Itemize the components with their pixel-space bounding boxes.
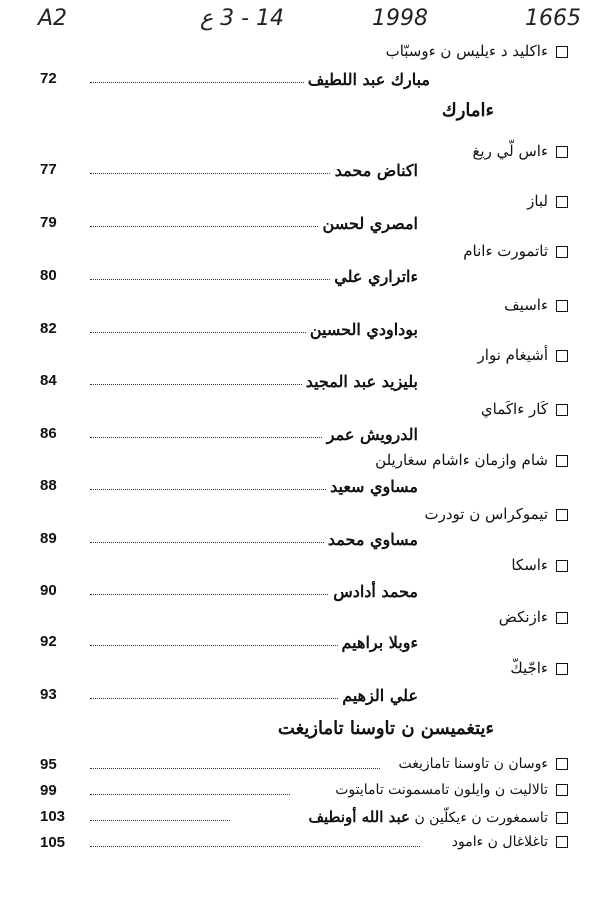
checkbox-icon: [556, 784, 568, 796]
checkbox-icon: [556, 836, 568, 848]
author-name: مبارك عبد اللطيف: [304, 70, 430, 89]
checkbox-icon: [556, 246, 568, 258]
toc-entry: [40, 530, 568, 554]
toc-entry: [40, 267, 568, 291]
dot-leader: [90, 226, 350, 227]
toc-entry: [40, 582, 568, 606]
toc-title: ءاسكا: [511, 556, 568, 574]
handwritten-date: 14 - 3 ع: [200, 6, 285, 31]
handwritten-ref-left: A2: [38, 6, 68, 31]
handwritten-year: 1998: [372, 6, 428, 31]
toc-entry: [40, 477, 568, 501]
page-number: 86: [40, 425, 57, 442]
author-name: بليزيد عبد المجيد: [302, 372, 418, 391]
page-number: 95: [40, 756, 57, 773]
page-number: 105: [40, 834, 66, 851]
checkbox-icon: [556, 455, 568, 467]
checkbox-icon: [556, 560, 568, 572]
toc-entry: [40, 425, 568, 449]
toc-entry: [40, 372, 568, 396]
checkbox-icon: [556, 146, 568, 158]
dot-leader: [90, 645, 360, 646]
author-name: مساوي سعيد: [326, 477, 418, 496]
toc-title: ءاكليد د ءيليس ن ءوسبّاب: [386, 42, 568, 60]
dot-leader: [90, 437, 340, 438]
author-name: عبد الله أونطيف: [308, 808, 410, 826]
dot-leader: [90, 820, 230, 821]
toc-title: تيموكراس ن تودرت: [424, 505, 568, 523]
dot-leader: [90, 542, 340, 543]
checkbox-icon: [556, 758, 568, 770]
checkbox-icon: [556, 404, 568, 416]
checkbox-icon: [556, 350, 568, 362]
toc-entry: [40, 782, 568, 806]
section-heading: ءامارك: [441, 100, 494, 121]
toc-entry: [40, 161, 568, 185]
toc-entry: [40, 834, 568, 858]
dot-leader: [90, 594, 350, 595]
dot-leader: [90, 332, 330, 333]
toc-title: شام وازمان ءاشام سغاريلن: [375, 451, 568, 469]
page-number: 90: [40, 582, 57, 599]
toc-title: ءازنكض: [499, 608, 568, 626]
dot-leader: [90, 768, 380, 769]
toc-title: ءاجّيكّ: [510, 659, 568, 677]
author-name: بوداودي الحسين: [306, 320, 418, 339]
page-number: 92: [40, 633, 57, 650]
author-name: الدرويش عمر: [323, 425, 418, 444]
checkbox-icon: [556, 46, 568, 58]
dot-leader: [90, 279, 350, 280]
toc-title: تاغلاغال ن ءامود: [452, 834, 568, 850]
checkbox-icon: [556, 300, 568, 312]
toc-entry: [40, 686, 568, 710]
author-name: ءوبلا براهيم: [338, 633, 418, 652]
toc-entry: [40, 320, 568, 344]
dot-leader: [90, 794, 290, 795]
toc-title: لباز: [527, 192, 568, 210]
dot-leader: [90, 846, 420, 847]
toc-title: أشيغام نوار: [478, 346, 568, 364]
toc-title: كَار ءاكَماي: [481, 400, 568, 418]
page-number: 80: [40, 267, 57, 284]
toc-title-row: [40, 42, 568, 66]
dot-leader: [90, 384, 330, 385]
toc-title: ءاس لّي ريغ: [472, 142, 568, 160]
page-number: 93: [40, 686, 57, 703]
author-name: مساوي محمد: [324, 530, 418, 549]
author-name: محمد أدادس: [329, 582, 418, 601]
toc-entry: [40, 70, 568, 94]
dot-leader: [90, 489, 340, 490]
toc-title: ثاتمورت ءانام: [463, 242, 568, 260]
page-number: 103: [40, 808, 66, 825]
checkbox-icon: [556, 812, 568, 824]
toc-title-row: [40, 346, 568, 370]
toc-title: تاسمغورت ن ءيكلّين ن عبد الله أونطيف: [309, 808, 569, 826]
author-name: علي الزهيم: [338, 686, 418, 705]
toc-title: تالاليت ن وايلون تامسمونت تامايتوت: [335, 782, 568, 798]
toc-title-row: [40, 659, 568, 683]
author-name: امصري لحسن: [319, 214, 418, 233]
toc-title-row: [40, 608, 568, 632]
page-number: 99: [40, 782, 57, 799]
page-number: 72: [40, 70, 57, 87]
toc-title: ءوسان ن تاوسنا تامازيغت: [399, 756, 568, 772]
checkbox-icon: [556, 196, 568, 208]
page-number: 88: [40, 477, 57, 494]
toc-title-row: [40, 451, 568, 475]
checkbox-icon: [556, 663, 568, 675]
toc-entry: [40, 756, 568, 780]
checkbox-icon: [556, 612, 568, 624]
page-number: 82: [40, 320, 57, 337]
author-name: اكناض محمد: [331, 161, 418, 180]
page-number: 79: [40, 214, 57, 231]
checkbox-icon: [556, 509, 568, 521]
toc-title-row: [40, 505, 568, 529]
author-name: ءاتراري علي: [330, 267, 418, 286]
toc-entry: [40, 808, 568, 832]
toc-entry: [40, 214, 568, 238]
toc-title-row: [40, 556, 568, 580]
page-number: 84: [40, 372, 57, 389]
page-number: 89: [40, 530, 57, 547]
toc-title-row: [40, 296, 568, 320]
toc-title-row: [40, 192, 568, 216]
dot-leader: [90, 173, 350, 174]
dot-leader: [90, 698, 360, 699]
dot-leader: [90, 82, 310, 83]
handwritten-page-ref: 1665: [525, 6, 581, 31]
toc-entry: [40, 633, 568, 657]
toc-title: ءاسيف: [504, 296, 568, 314]
toc-title-row: [40, 242, 568, 266]
section-heading: ءيتغميسن ن تاوسنا تامازيغت: [277, 718, 494, 739]
toc-title-row: [40, 400, 568, 424]
page-number: 77: [40, 161, 57, 178]
